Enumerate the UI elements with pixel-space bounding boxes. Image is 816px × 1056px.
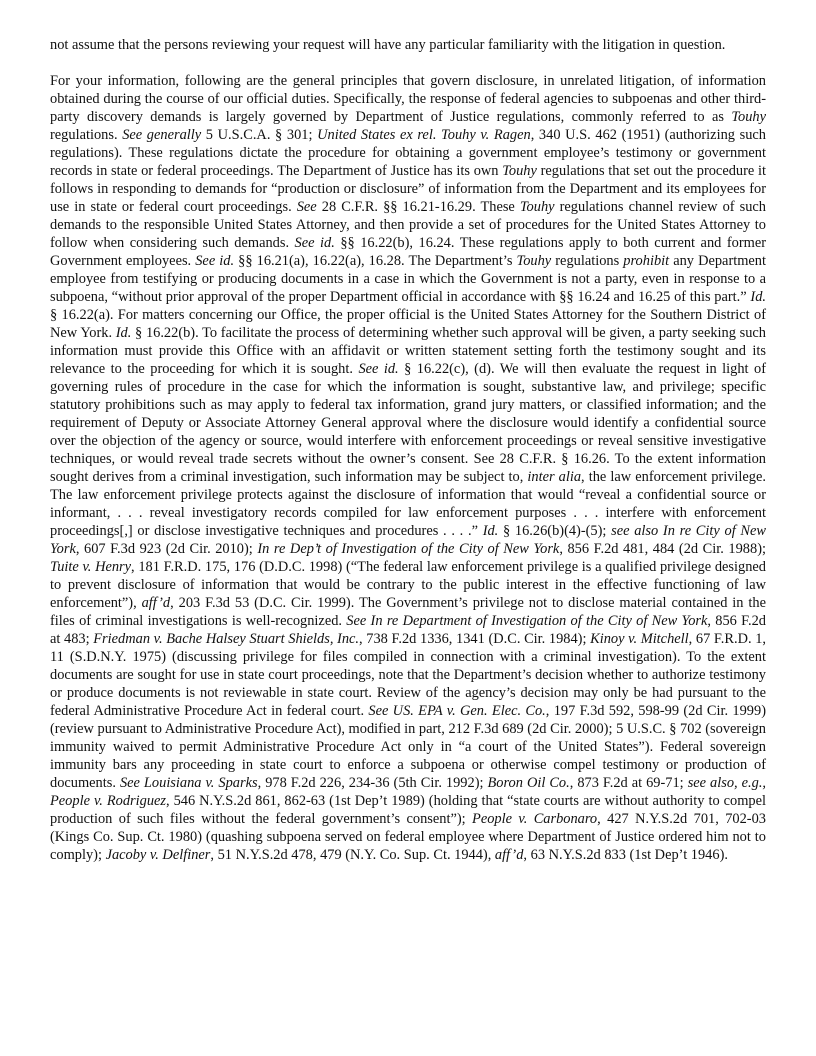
body-text: 5 U.S.C.A. § 301; <box>201 127 318 143</box>
body-text: , 738 F.2d 1336, 1341 (D.C. Cir. 1984); <box>359 631 591 647</box>
body-text: For your information, following are the general principles that govern disclosure, in unrelated litigation, of information obtained during the course of our official duties. Specifically, the response of federal agencies to subpoenas and other third-party discovery demands is largely governed by Department of Justice regulations, commonly referred to as <box>50 73 766 125</box>
citation-italic-text: Id. <box>750 289 766 305</box>
citation-italic-text: Tuite v. Henry <box>50 559 132 575</box>
citation-italic-text: See <box>296 199 317 215</box>
body-text: § 16.22(a). For matters concerning our Office, the proper official is the United States Attorney for the Southern District of New York. <box>50 307 766 341</box>
citation-italic-text: See In re Department of Investigation of the City of New York <box>346 613 708 629</box>
citation-italic-text: Touhy <box>502 163 537 179</box>
citation-italic-text: See id. <box>294 235 335 251</box>
body-text: , 607 F.3d 923 (2d Cir. 2010); <box>75 541 258 557</box>
body-text: § 16.22(b). To facilitate the process of determining whether such approval will be given, a party seeking such information must provide this Office with an affidavit or written statement setting forth the testimony sought and its relevance to the proceeding for which it is sought. <box>50 325 766 377</box>
body-text: , 197 F.3d 592, 598-99 (2d Cir. 1999) (review pursuant to Administrative Procedure Act), modified in part, 212 F.3d 689 (2d Cir. 2000); 5 U.S.C. § 702 (sovereign immunity waived to permit Administrative Procedure Act only in “a court of the United States”). Federal sovereign immunity bars any proceeding in state court to enforce a subpoena or otherwise compel testimony or production of documents. <box>50 703 766 791</box>
body-text: , 340 U.S. 462 (1951) (authorizing such regulations). These regulations dictate the procedure for obtaining a government employee’s testimony or government records in state or federal proceedings. The Department of Justice has its own <box>50 127 766 179</box>
body-text: , 181 F.R.D. 175, 176 (D.D.C. 1998) (“The federal law enforcement privilege is a qualified privilege designed to prevent disclosure of information that would be contrary to the public interest in the effective functioning of law enforcement”), <box>50 559 766 611</box>
body-text: 28 C.F.R. §§ 16.21-16.29. These <box>316 199 520 215</box>
citation-italic-text: Id. <box>115 325 132 341</box>
citation-italic-text: aff’d <box>141 595 171 611</box>
body-text: § 16.26(b)(4)-(5); <box>498 523 612 539</box>
citation-italic-text: Boron Oil Co. <box>487 775 570 791</box>
citation-italic-text: Touhy <box>519 199 555 215</box>
citation-italic-text: See id. <box>195 253 235 269</box>
citation-italic-text: Touhy <box>731 109 766 125</box>
body-text: §§ 16.21(a), 16.22(a), 16.28. The Department’s <box>234 253 517 269</box>
citation-italic-text: prohibit <box>623 253 670 269</box>
body-text: regulations <box>551 253 624 269</box>
citation-italic-text: aff’d <box>494 847 524 863</box>
body-text: regulations. <box>50 127 123 143</box>
paragraph-continuation <box>50 36 766 54</box>
body-text: , 427 N.Y.S.2d 701, 702-03 (Kings Co. Sup. Ct. 1980) (quashing subpoena served on federal employee where Department of Justice ordered him not to comply); <box>50 811 766 863</box>
citation-italic-text: Jacoby v. Delfiner <box>105 847 211 863</box>
paragraph-disclosure-principles <box>50 72 766 864</box>
citation-italic-text: inter alia <box>527 469 582 485</box>
body-text: , 856 F.2d at 483; <box>50 613 766 647</box>
citation-italic-text: See US. EPA v. Gen. Elec. Co. <box>368 703 546 719</box>
citation-italic-text: Friedman v. Bache Halsey Stuart Shields, Inc. <box>93 631 360 647</box>
citation-italic-text: see also, e.g., People v. Rodriguez <box>50 775 767 809</box>
body-text: regulations channel review of such demands to the responsible United States Attorney, and then provide a set of procedures for the United States Attorney to follow when considering such demands. <box>50 199 766 251</box>
body-text: , 63 N.Y.S.2d 833 (1st Dep’t 1946). <box>523 847 728 863</box>
body-text: not assume that the persons reviewing your request will have any particular familiarity with the litigation in question. <box>50 37 726 53</box>
body-text: , 67 F.R.D. 1, 11 (S.D.N.Y. 1975) (discussing privilege for files compiled in connection with a criminal investigation). To the extent documents are sought for use in state court proceedings, note that the Department’s decision whether to authorize testimony or produce documents is not reviewable in state court. Review of the agency’s decision may only be had pursuant to the federal Administrative Procedure Act in federal court. <box>50 631 767 719</box>
citation-italic-text: See id. <box>358 361 399 377</box>
citation-italic-text: People v. Carbonaro <box>472 811 598 827</box>
body-text: , the law enforcement privilege. The law enforcement privilege protects against the disclosure of information that would “reveal a confidential source or informant, . . . reveal investigatory records compiled for law enforcement purposes . . . interfere with enforcement proceedings[,] or disclose investigative techniques and procedures . . . .” <box>50 469 766 539</box>
body-text: any Department employee from testifying or producing documents in a case in which the Government is not a party, even in response to a subpoena, “without prior approval of the proper Department official in accordance with §§ 16.24 and 16.25 of this part.” <box>50 253 767 305</box>
citation-italic-text: See generally <box>122 127 202 143</box>
body-text: , 51 N.Y.S.2d 478, 479 (N.Y. Co. Sup. Ct. 1944), <box>210 847 495 863</box>
citation-italic-text: Kinoy v. Mitchell <box>590 631 689 647</box>
citation-italic-text: In re Dep’t of Investigation of the City of New York <box>257 541 560 557</box>
body-text: , 873 F.2d at 69-71; <box>569 775 688 791</box>
citation-italic-text: United States ex rel. Touhy v. Ragen <box>317 127 531 143</box>
citation-italic-text: See Louisiana v. Sparks <box>119 775 258 791</box>
body-text: § 16.22(c), (d). We will then evaluate the request in light of governing rules of procedure in the case for which the information is sought, substantive law, and privilege; specific statutory prohibitions such as may apply to federal tax information, grand jury matters, or classified information; and the requirement of Deputy or Associate Attorney General approval where the disclosure would identify a confidential source over the objection of the agency or source, would interfere with enforcement proceedings or reveal sensitive investigative techniques, or would reveal trade secrets without the owner’s consent. See 28 C.F.R. § 16.26. To the extent information sought derives from a criminal investigation, such information may be subject to, <box>50 361 766 485</box>
body-text: , 546 N.Y.S.2d 861, 862-63 (1st Dep’t 1989) (holding that “state courts are without authority to compel production of such files without the federal government’s consent”); <box>50 793 766 827</box>
body-text: regulations that set out the procedure it follows in responding to demands for “production or disclosure” of information from the Department and its employees for use in state or federal court proceedings. <box>50 163 767 215</box>
body-text: , 203 F.3d 53 (D.C. Cir. 1999). The Government’s privilege not to disclose material contained in the files of criminal investigations is well-recognized. <box>50 595 766 629</box>
citation-italic-text: see also In re City of New York <box>50 523 766 557</box>
body-text: , 978 F.2d 226, 234-36 (5th Cir. 1992); <box>257 775 488 791</box>
citation-italic-text: Id. <box>482 523 499 539</box>
body-text: §§ 16.22(b), 16.24. These regulations apply to both current and former Government employees. <box>50 235 766 269</box>
body-text: , 856 F.2d 481, 484 (2d Cir. 1988); <box>559 541 766 557</box>
citation-italic-text: Touhy <box>516 253 552 269</box>
